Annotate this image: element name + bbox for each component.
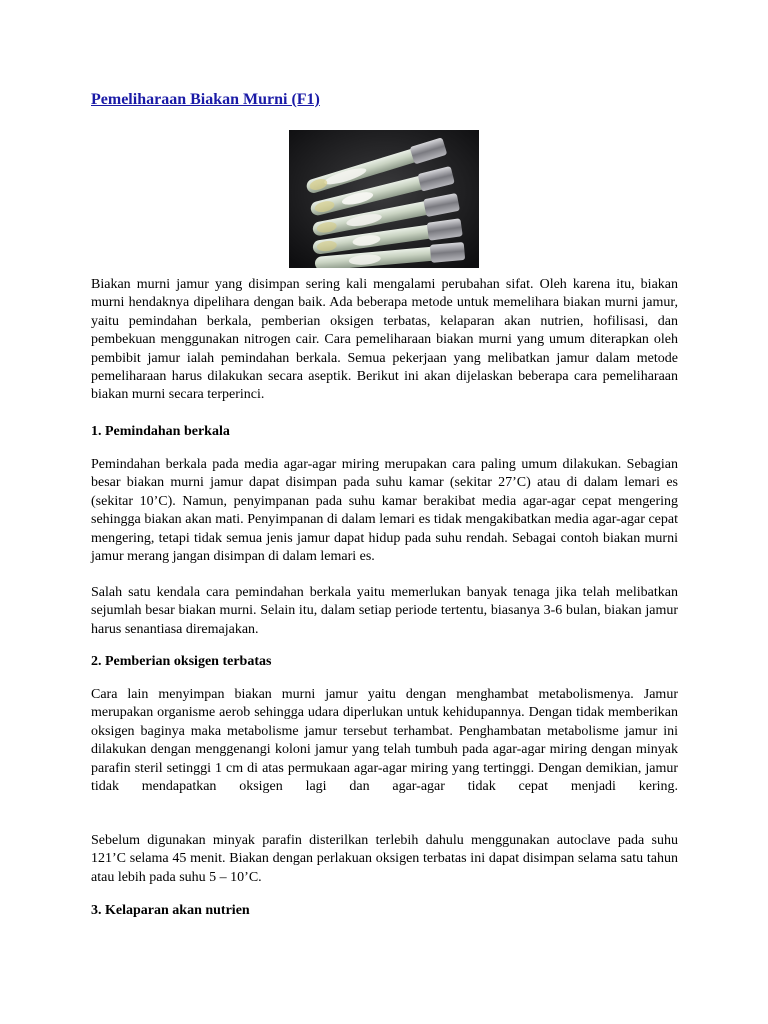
section-heading-kelaparan-nutrien: 3. Kelaparan akan nutrien [91,903,250,918]
document-page [91,90,678,918]
section-2-paragraph-2: Sebelum digunakan minyak parafin disterilkan terlebih dahulu menggunakan autoclave pada suhu 121’C selama 45 menit. Biakan dengan perlakuan oksigen terbatas ini dapat disimpan selama satu tahun atau lebih pada suhu 5 – 10’C. [91,833,678,885]
section-1-paragraph-1: Pemindahan berkala pada media agar-agar miring merupakan cara paling umum dilakukan. Sebagian besar biakan murni jamur dapat disimpan pada suhu kamar (sekitar 27’C) atau di dalam lemari es (sekitar 10’C). Namun, penyimpanan pada suhu kamar berakibat media agar-agar cepat mengering sehingga biakan akan mati. Penyimpanan di dalam lemari es tidak mengakibatkan media agar-agar cepat mengering, tetapi tidak semua jenis jamur dapat hidup pada suhu rendah. Sebagai contoh biakan murni jamur merang jangan disimpan di dalam lemari es. [91,457,678,565]
test-tubes-photo [289,130,479,268]
section-heading-pemindahan-berkala: 1. Pemindahan berkala [91,424,230,439]
intro-paragraph: Biakan murni jamur yang disimpan sering kali mengalami perubahan sifat. Oleh karena itu, biakan murni hendaknya dipelihara dengan baik. Ada beberapa metode untuk memelihara biakan murni jamur, yaitu pemindahan berkala, pemberian oksigen terbatas, kelaparan akan nutrien, hofilisasi, dan pembekuan menggunakan nitrogen cair. Cara pemeliharaan biakan murni yang umum diterapkan oleh pembibit jamur ialah pemindahan berkala. Semua pekerjaan yang melibatkan jamur dalam metode pemeliharaan harus dilakukan secara aseptik. Berikut ini akan dijelaskan beberapa cara pemeliharaan biakan murni secara terperinci. [91,277,678,403]
section-1-paragraph-2: Salah satu kendala cara pemindahan berkala yaitu memerlukan banyak tenaga jika telah melibatkan sejumlah besar biakan murni. Selain itu, dalam setiap periode tertentu, biasanya 3-6 bulan, biakan jamur harus senantiasa diremajakan. [91,585,678,637]
section-heading-pemberian-oksigen: 2. Pemberian oksigen terbatas [91,654,272,669]
document-title-link[interactable]: Pemeliharaan Biakan Murni (F1) [91,91,320,108]
section-2-paragraph-1: Cara lain menyimpan biakan murni jamur yaitu dengan menghambat metabolismenya. Jamur merupakan organisme aerob sehingga udara diperlukan untuk kehidupannya. Dengan tidak memberikan oksigen baginya maka metabolisme jamur tersebut terhambat. Penghambatan metabolisme jamur ini dilakukan dengan menggenangi koloni jamur yang telah tumbuh pada agar-agar miring dengan minyak parafin steril setinggi 1 cm di atas permukaan agar-agar miring yang tertinggi. Dengan demikian, jamur tidak mendapatkan oksigen lagi dan agar-agar tidak cepat menjadi kering. [91,687,678,795]
